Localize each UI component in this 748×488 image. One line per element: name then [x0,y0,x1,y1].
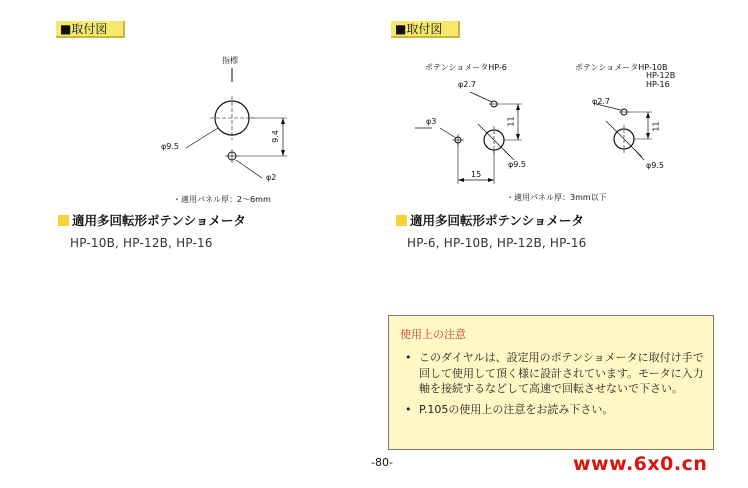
models-right: HP-6, HP-10B, HP-12B, HP-16 [407,236,587,250]
caution-item-text: P.105の使用上の注意をお読み下さい。 [419,402,614,416]
models-left: HP-10B, HP-12B, HP-16 [70,236,213,250]
caption-hp12b: HP-12B [646,71,676,80]
indicator-label: 指標 [222,56,238,65]
dim-a-11: 11 [506,116,516,127]
dim-a-phi95: φ9.5 [508,160,526,169]
dim-b-11: 11 [651,121,661,132]
caption-hp16: HP-16 [646,80,670,89]
section-title-left-text: 適用多回転形ポテンショメータ [72,213,246,228]
mounting-diagram-tag-left: ■取付図 [56,21,125,38]
section-title-right-text: 適用多回転形ポテンショメータ [410,213,584,228]
dim-a-phi3: φ3 [426,117,437,126]
dim-phi95-left: φ9.5 [161,142,179,151]
dim-a-phi27: φ2.7 [458,80,476,89]
dim-b-phi95: φ9.5 [646,161,664,170]
watermark-logo: www.6x0.cn [573,453,708,475]
dim-a-15: 15 [471,170,482,179]
panel-note-left: ・適用パネル厚：2～6mm [173,195,271,204]
caution-box [388,315,714,450]
caption-hp10b: ポテンショメータHP-10B [575,63,668,72]
caution-item-text: このダイヤルは、設定用のポテンショメータに取付け手で回して使用して頂く様に設計されています。モータに入力軸を接続するなどして高速で回転させないで下さい。 [419,351,704,395]
section-title-right [396,211,584,229]
mounting-diagram-tag-right: ■取付図 [391,21,460,38]
page-number: -80- [371,456,393,469]
dim-94-left: 9.4 [270,130,280,143]
caution-list [405,350,705,422]
list-item: • このダイヤルは、設定用のポテンショメータに取付け手で回して使用して頂く様に設計されています。モータに入力軸を接続するなどして高速で回転させないで下さい。 [405,351,704,395]
caution-title: 使用上の注意 [400,328,466,341]
caption-hp6: ポテンショメータHP-6 [425,63,507,72]
dim-phi2-left: φ2 [266,173,277,182]
dim-b-phi27: φ2.7 [592,97,610,106]
panel-note-right: ・適用パネル厚：3mm以下 [506,193,607,202]
section-marker [396,215,407,226]
list-item: • P.105の使用上の注意をお読み下さい。 [405,402,614,416]
